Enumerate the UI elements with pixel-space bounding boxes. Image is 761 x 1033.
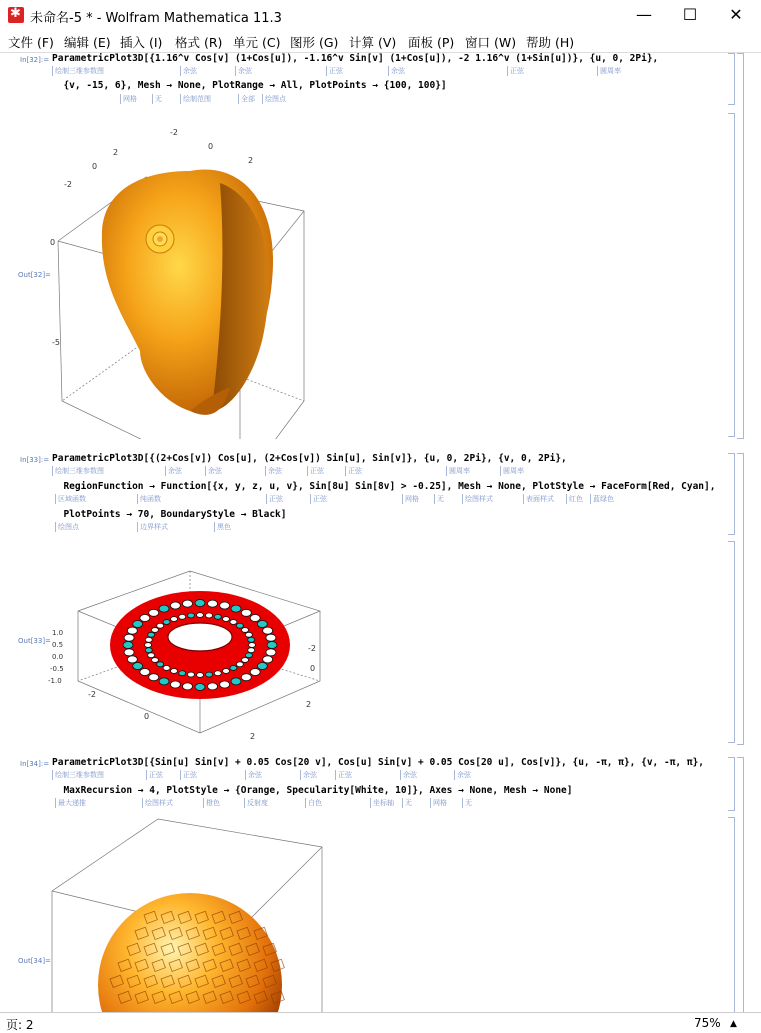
torus-hole: [230, 666, 237, 671]
axis-tick: -0.5: [50, 665, 64, 673]
menu-format[interactable]: 格式 (R): [175, 35, 223, 50]
title-bar: [0, 0, 761, 30]
page-indicator: 页: 2: [6, 1018, 34, 1032]
cell-group-bracket[interactable]: [737, 53, 744, 439]
torus-hole: [151, 658, 158, 663]
function-hint: 无: [402, 798, 412, 808]
torus-hole: [157, 623, 164, 628]
function-hint: 绘制范围: [180, 94, 211, 104]
function-hint: 绘图样式: [142, 798, 173, 808]
notebook-area[interactable]: [0, 52, 761, 1013]
torus-hole: [214, 671, 221, 676]
function-hint: 黑色: [214, 522, 231, 532]
function-hint: 正弦: [326, 66, 343, 76]
menu-cell[interactable]: 单元 (C): [233, 35, 281, 50]
cell-bracket[interactable]: [728, 757, 735, 811]
torus-hole: [214, 614, 221, 619]
torus-hole: [206, 672, 213, 677]
torus-hole: [257, 621, 267, 628]
torus-hole: [127, 627, 137, 634]
function-hint: 正弦: [507, 66, 524, 76]
axis-tick: 2: [250, 732, 256, 741]
input-code-line[interactable]: RegionFunction → Function[{x, y, z, u, v}, Sin[8u] Sin[8v] > -0.25], Mesh → None, PlotStyle → FaceForm[Red, Cyan],: [52, 481, 716, 492]
torus-hole: [195, 600, 205, 607]
cell-bracket[interactable]: [728, 453, 735, 535]
torus-hole: [140, 668, 150, 675]
torus-hole: [248, 648, 255, 653]
function-hint: 余弦: [388, 66, 405, 76]
menu-graphics[interactable]: 图形 (G): [290, 35, 339, 50]
torus-hole: [195, 684, 205, 691]
torus-hole: [182, 683, 192, 690]
function-hint: 绘图点: [55, 522, 79, 532]
torus-hole: [149, 609, 159, 616]
menu-palettes[interactable]: 面板 (P): [408, 35, 455, 50]
torus-hole: [170, 602, 180, 609]
cell-bracket[interactable]: [728, 113, 735, 437]
function-hint: 正弦: [310, 494, 327, 504]
function-hint: 余弦: [205, 466, 222, 476]
cell-group-bracket[interactable]: [737, 453, 744, 745]
torus-hole: [249, 643, 256, 648]
torus-hole: [231, 678, 241, 685]
function-hint: 余弦: [454, 770, 471, 780]
function-hint: 红色: [566, 494, 583, 504]
function-hint: 正弦: [335, 770, 352, 780]
torus-hole: [187, 672, 194, 677]
menu-window[interactable]: 窗口 (W): [465, 35, 517, 50]
torus-hole: [248, 637, 255, 642]
output-label: Out[34]=: [18, 957, 51, 965]
axis-tick: -2: [88, 690, 96, 699]
torus-hole: [230, 620, 237, 625]
maximize-button[interactable]: ☐: [682, 5, 698, 24]
function-hint: 无: [462, 798, 472, 808]
menu-bar: [0, 30, 761, 52]
torus-hole: [208, 600, 218, 607]
shell-plot[interactable]: [40, 111, 310, 439]
input-label: In[34]:=: [20, 760, 50, 768]
function-hint: 绘图点: [262, 94, 286, 104]
torus-hole: [145, 643, 152, 648]
torus-hole: [171, 669, 178, 674]
function-hint: 反射度: [244, 798, 268, 808]
input-code-line[interactable]: MaxRecursion → 4, PlotStyle → {Orange, Specularity[White, 10]}, Axes → None, Mesh → None]: [52, 785, 573, 796]
torus-hole: [171, 617, 178, 622]
torus-hole: [124, 634, 134, 641]
function-hint: 最大递推: [55, 798, 86, 808]
torus-hole: [197, 673, 204, 678]
menu-help[interactable]: 帮助 (H): [526, 35, 575, 50]
axis-tick: 2: [113, 148, 119, 157]
window-title: 未命名-5 * - Wolfram Mathematica 11.3: [30, 11, 282, 26]
torus-hole: [149, 674, 159, 681]
torus-hole: [179, 614, 186, 619]
function-hint: 无: [434, 494, 444, 504]
function-hint: 表面样式: [523, 494, 554, 504]
function-hint: 正弦: [180, 770, 197, 780]
minimize-button[interactable]: —: [636, 5, 652, 24]
function-hint: 无: [152, 94, 162, 104]
textured-sphere-plot[interactable]: [40, 815, 330, 1013]
function-hint: 绘制三维参数图: [52, 466, 104, 476]
cell-bracket[interactable]: [728, 53, 735, 105]
torus-hole: [208, 683, 218, 690]
function-hint: 余弦: [180, 66, 197, 76]
torus-hole: [148, 653, 155, 658]
function-hint: 圆周率: [446, 466, 470, 476]
function-hint: 余弦: [400, 770, 417, 780]
function-hint: 余弦: [300, 770, 317, 780]
torus-hole: [179, 671, 186, 676]
zoom-level[interactable]: 75%: [694, 1016, 721, 1030]
torus-hole: [231, 605, 241, 612]
axis-tick: 0.5: [52, 641, 64, 649]
torus-hole: [151, 628, 158, 633]
torus-hole: [250, 668, 260, 675]
torus-hole: [170, 681, 180, 688]
function-hint: 绘制三维参数图: [52, 66, 104, 76]
torus-hole: [145, 648, 152, 653]
torus-hole: [220, 602, 230, 609]
mathematica-icon: [8, 7, 24, 23]
function-hint: 圆周率: [500, 466, 524, 476]
axis-tick: 0: [50, 238, 56, 247]
axis-tick: 0: [144, 712, 150, 721]
axis-tick: -2: [308, 644, 316, 653]
torus-hole: [124, 649, 134, 656]
axis-tick: -2: [170, 128, 178, 137]
menu-file[interactable]: 文件 (F): [8, 35, 54, 50]
function-hint: 网格: [402, 494, 419, 504]
function-hint: 网格: [120, 94, 137, 104]
torus-hole: [263, 627, 273, 634]
torus-hole: [182, 600, 192, 607]
torus-hole: [236, 623, 243, 628]
output-label: Out[33]=: [18, 637, 51, 645]
function-hint: 绘制三维参数图: [52, 770, 104, 780]
axis-tick: -1.0: [48, 677, 62, 685]
input-code-line[interactable]: PlotPoints → 70, BoundaryStyle → Black]: [52, 509, 287, 520]
torus-hole: [145, 637, 152, 642]
input-code-line[interactable]: ParametricPlot3D[{1.16^v Cos[v] (1+Cos[u]), -1.16^v Sin[v] (1+Cos[u]), -2 1.16^v (1+Sin[u])}, {u, 0, 2Pi},: [52, 53, 659, 64]
output-label: Out[32]=: [18, 271, 51, 279]
function-hint: 蓝绿色: [590, 494, 614, 504]
axis-tick: 0: [310, 664, 316, 673]
torus-hole: [242, 628, 249, 633]
close-button[interactable]: ✕: [729, 5, 743, 24]
torus-hole: [133, 621, 143, 628]
torus-hole: [266, 634, 276, 641]
torus-hole: [140, 615, 150, 622]
input-code-line[interactable]: {v, -15, 6}, Mesh → None, PlotRange → All, PlotPoints → {100, 100}]: [52, 80, 447, 91]
torus-hole: [245, 632, 252, 637]
torus-hole: [267, 642, 277, 649]
function-hint: 余弦: [265, 466, 282, 476]
axis-tick: 0: [92, 162, 98, 171]
function-hint: 白色: [305, 798, 322, 808]
torus-hole: [223, 669, 230, 674]
function-hint: 正弦: [146, 770, 163, 780]
torus-hole: [163, 620, 170, 625]
function-hint: 坐标轴: [370, 798, 394, 808]
torus-hole: [206, 613, 213, 618]
axis-tick: 2: [248, 156, 254, 165]
torus-hole: [157, 662, 164, 667]
function-hint: 绘图样式: [462, 494, 493, 504]
cell-group-bracket[interactable]: [737, 757, 744, 1013]
torus-hole: [263, 656, 273, 663]
status-bar: [0, 1012, 761, 1033]
axis-tick: -5: [52, 338, 60, 347]
menu-evaluation[interactable]: 计算 (V): [349, 35, 397, 50]
torus-hole: [148, 632, 155, 637]
function-hint: 圆周率: [597, 66, 621, 76]
input-code-line[interactable]: ParametricPlot3D[{(2+Cos[v]) Cos[u], (2+Cos[v]) Sin[u], Sin[v]}, {u, 0, 2Pi}, {v, 0, 2Pi},: [52, 453, 567, 464]
torus-plot[interactable]: [40, 541, 330, 741]
function-hint: 纯函数: [137, 494, 161, 504]
torus-hole: [159, 605, 169, 612]
function-hint: 正弦: [307, 466, 324, 476]
torus-hole: [236, 662, 243, 667]
axis-tick: 0: [208, 142, 214, 151]
zoom-dropdown-icon[interactable]: ▲: [730, 1019, 737, 1029]
menu-insert[interactable]: 插入 (I): [120, 35, 163, 50]
torus-hole: [123, 642, 133, 649]
torus-hole: [220, 681, 230, 688]
input-label: In[33]:=: [20, 456, 50, 464]
cell-bracket[interactable]: [728, 541, 735, 743]
function-hint: 余弦: [235, 66, 252, 76]
menu-edit[interactable]: 编辑 (E): [64, 35, 111, 50]
axis-tick: 0.0: [52, 653, 64, 661]
input-label: In[32]:=: [20, 56, 50, 64]
torus-hole: [163, 666, 170, 671]
axis-tick: 1.0: [52, 629, 64, 637]
function-hint: 余弦: [245, 770, 262, 780]
torus-hole: [250, 615, 260, 622]
torus-hole: [133, 663, 143, 670]
torus-hole: [159, 678, 169, 685]
torus-hole: [245, 653, 252, 658]
function-hint: 正弦: [345, 466, 362, 476]
torus-hole: [187, 613, 194, 618]
torus-hole: [241, 674, 251, 681]
torus-hole: [257, 663, 267, 670]
torus-hole: [127, 656, 137, 663]
torus-hole: [223, 617, 230, 622]
axis-tick: -2: [64, 180, 72, 189]
input-code-line[interactable]: ParametricPlot3D[{Sin[u] Sin[v] + 0.05 Cos[20 v], Cos[u] Sin[v] + 0.05 Cos[20 u], Cos[v]}, {u, -π, π}, {v, -π, π},: [52, 757, 705, 768]
function-hint: 网格: [430, 798, 447, 808]
function-hint: 余弦: [165, 466, 182, 476]
torus-hole: [266, 649, 276, 656]
function-hint: 橙色: [203, 798, 220, 808]
axis-tick: 2: [306, 700, 312, 709]
torus-hole: [241, 609, 251, 616]
cell-bracket[interactable]: [728, 817, 735, 1013]
function-hint: 区域函数: [55, 494, 86, 504]
torus-hole: [197, 613, 204, 618]
torus-hole: [242, 658, 249, 663]
function-hint: 边界样式: [137, 522, 168, 532]
function-hint: 正弦: [266, 494, 283, 504]
function-hint: 全部: [238, 94, 255, 104]
